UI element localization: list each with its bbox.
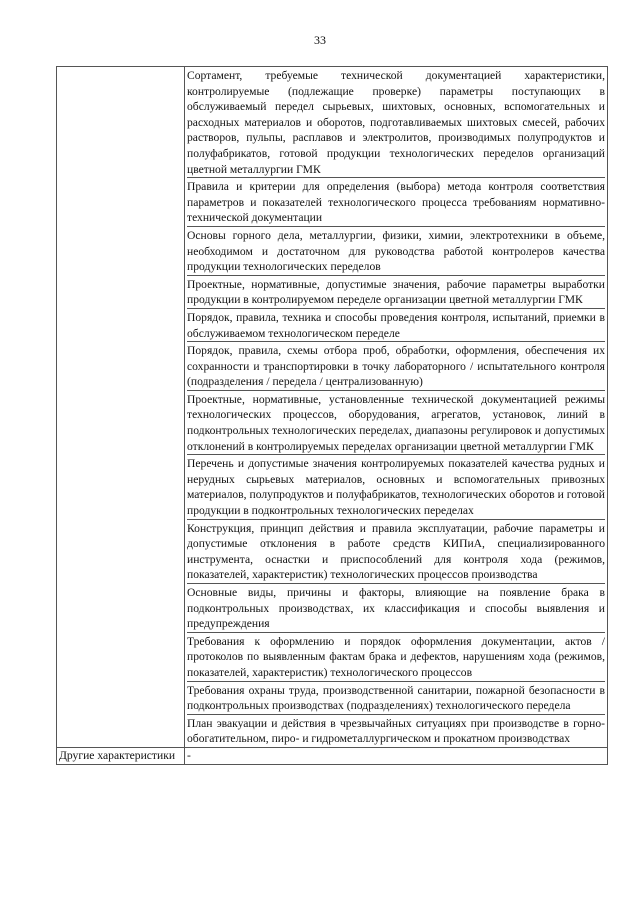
knowledge-item: Сортамент, требуемые технической документацией характеристики, контролируемые (подлежащие проверке) параметры поступающих в обслуживаемый передел сырьевых, шихтовых, основных, вспомогательных и расходных материалов и оборотов, подготавливаемых шихтовых смесей, рабочих растворов, пульпы, расплавов и электролитов, производимых полупродуктов и полуфабрикатов, готовой продукции технологических переделов организаций цветной металлургии ГМК (187, 67, 605, 178)
other-characteristics-value: - (185, 747, 608, 764)
knowledge-item: Правила и критерии для определения (выбора) метода контроля соответствия параметров и показателей технологического процесса требованиям нормативно-технической документации (187, 178, 605, 227)
row-header-empty (57, 67, 185, 748)
other-characteristics-row (57, 747, 608, 764)
knowledge-item: План эвакуации и действия в чрезвычайных ситуациях при производстве в горно-обогатительном, пиро- и гидрометаллургическом и прокатном производствах (187, 716, 605, 746)
knowledge-item: Порядок, правила, схемы отбора проб, обработки, оформления, обеспечения их сохранности и транспортировки в точку лабораторного / испытательного контроля (подразделения / передела / централизованную) (187, 342, 605, 391)
knowledge-row (57, 67, 608, 748)
page-number: 33 (314, 33, 326, 47)
knowledge-item: Проектные, нормативные, допустимые значения, рабочие параметры выработки продукции в контролируемом переделе организации цветной металлургии ГМК (187, 276, 605, 309)
knowledge-table (56, 66, 608, 765)
knowledge-item: Порядок, правила, техника и способы проведения контроля, испытаний, приемки в обслуживаемом технологическом переделе (187, 309, 605, 342)
knowledge-item: Основные виды, причины и факторы, влияющие на появление брака в подконтрольных производствах, их классификация и способы выявления и предупреждения (187, 584, 605, 633)
knowledge-item: Требования к оформлению и порядок оформления документации, актов / протоколов по выявленным фактам брака и дефектов, нарушениям хода (режимов, показателей, характеристик) технологического процессов (187, 633, 605, 682)
other-characteristics-label: Другие характеристики (57, 747, 185, 764)
knowledge-item: Перечень и допустимые значения контролируемых показателей качества рудных и нерудных сырьевых материалов, основных и вспомогательных привозных материалов, полупродуктов и полуфабрикатов, технологических оборотов и готовой продукции в подконтрольных технологических переделах (187, 455, 605, 519)
knowledge-item: Основы горного дела, металлургии, физики, химии, электротехники в объеме, необходимом и достаточном для руководства работой контролеров качества продукции технологических переделов (187, 227, 605, 276)
knowledge-list (185, 67, 608, 748)
knowledge-item: Требования охраны труда, производственной санитарии, пожарной безопасности в подконтрольных производствах (подразделениях) технологического передела (187, 682, 605, 715)
knowledge-item: Проектные, нормативные, установленные технической документацией режимы технологических процессов, оборудования, агрегатов, установок, линий в подконтрольных технологических переделах, диапазоны регулировок и допустимых отклонений в контролируемых переделах организации цветной металлургии ГМК (187, 391, 605, 455)
knowledge-item: Конструкция, принцип действия и правила эксплуатации, рабочие параметры и допустимые отклонения в работе средств КИПиА, специализированного инструмента, оснастки и приспособлений для контроля хода (режимов, показателей, характеристик) технологических процессов производства (187, 520, 605, 584)
